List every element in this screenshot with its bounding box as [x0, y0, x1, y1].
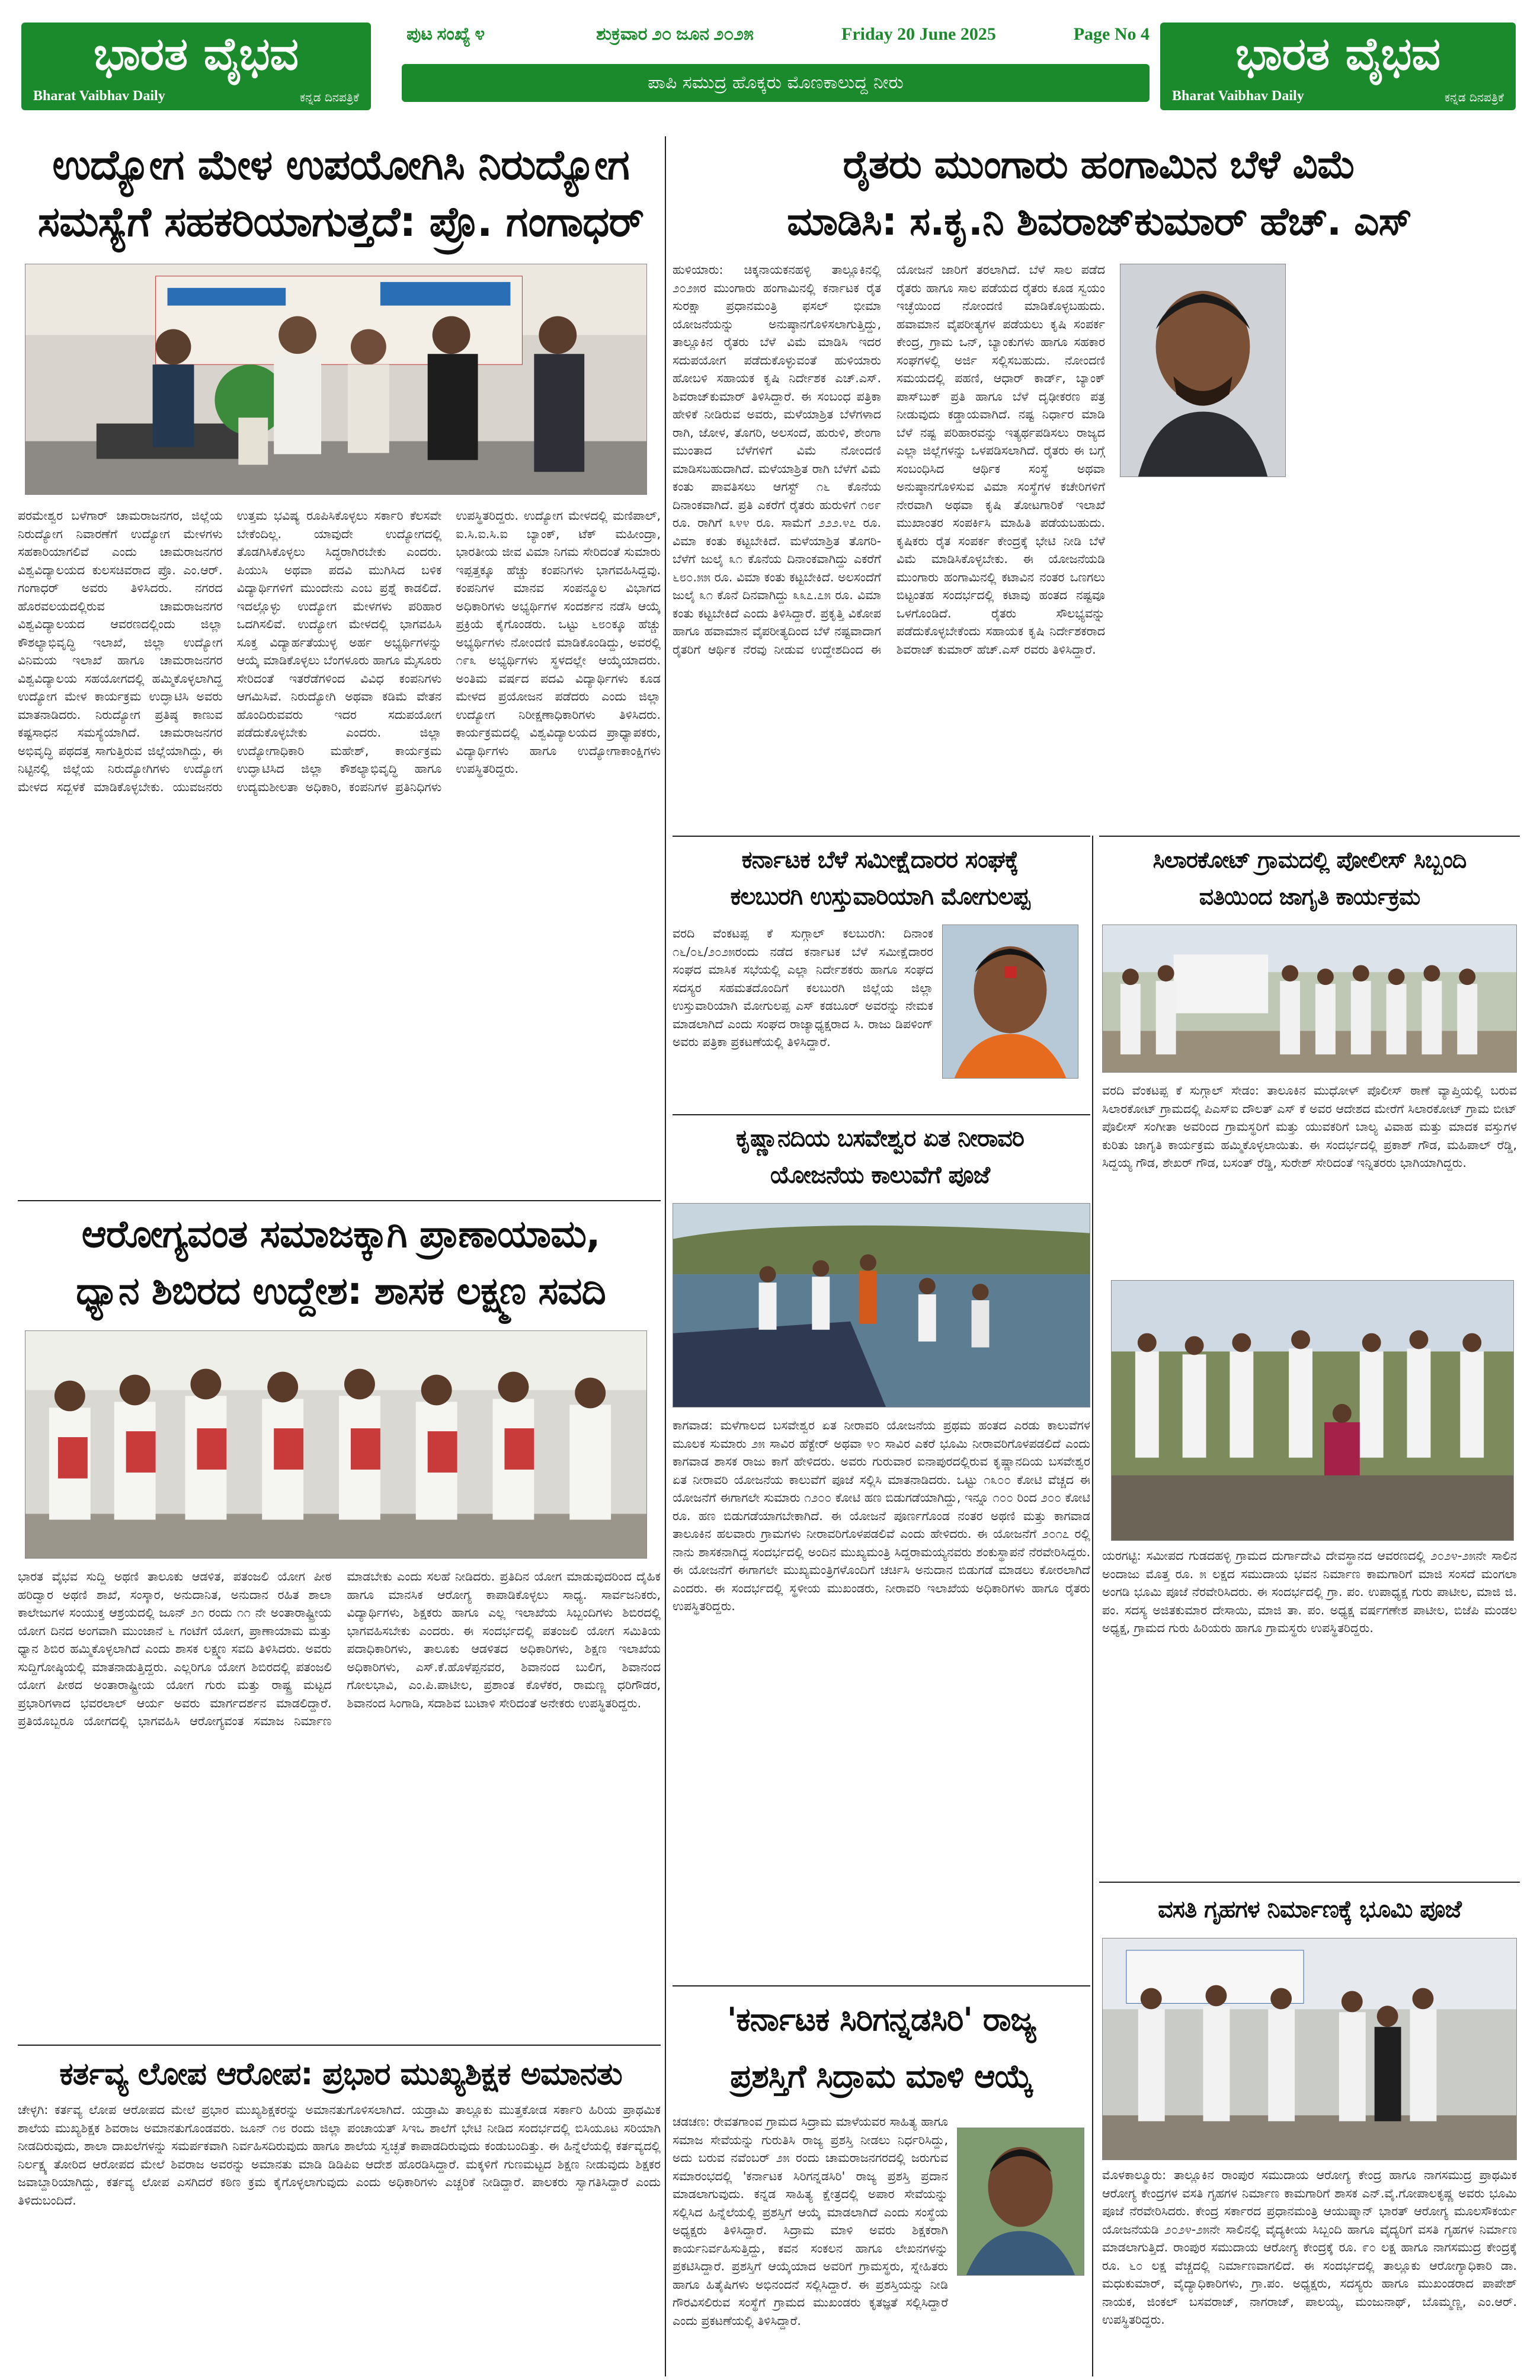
krishna-canal-body: ಕಾಗವಾಡ: ಮಳೆಗಾಲದ ಬಸವೇಶ್ವರ ಏತ ನೀರಾವರಿ ಯೋಜನೆಯ ಪ್ರಥಮ ಹಂತದ ಎರಡು ಕಾಲುವೆಗಳ ಮೂಲಕ ಸುಮಾರು ೨೫ ಸಾವಿರ ಹೆಕ್ಟೇರ್ ಅಥವಾ ೪೦ ಸಾವಿರ ಎಕರೆ ಭೂಮಿ ನೀರಾವರಿಗೊಳಪಡಲಿದೆ ಎಂದು ಕಾಗವಾಡ ಶಾಸಕ ರಾಜು ಕಾಗೆ ಹೇಳಿದರು. ಅವರು ಗುರುವಾರ ಐನಾಪುರದಲ್ಲಿರುವ ಕೃಷ್ಣಾನದಿಯ ಬಸವೇಶ್ವರ ಏತ ನೀರಾವರಿ ಯೋಜನೆಯ ಕಾಲುವೆಗೆ ಪೂಜೆ ಸಲ್ಲಿಸಿ ಮಾತನಾಡಿದರು. ಒಟ್ಟು ೧೩೦೦ ಕೋಟಿ ವೆಚ್ಚದ ಈ ಯೋಜನೆಗೆ ಈಗಾಗಲೇ ಸುಮಾರು ೧೨೦೦ ಕೋಟಿ ಹಣ ಬಿಡುಗಡೆಯಾಗಿದ್ದು, ಇನ್ನೂ ೧೦೦ ರಿಂದ ೨೦೦ ಕೋಟಿ ರೂ. ಹಣ ಬಿಡುಗಡೆಯಾಗಬೇಕಾಗಿದೆ. ಈ ಯೋಜನೆ ಪೂರ್ಣಗೊಂಡ ನಂತರ ಅಥಣಿ ಮತ್ತು ಕಾಗವಾಡ ತಾಲೂಕಿನ ಹಲವಾರು ಗ್ರಾಮಗಳು ನೀರಾವರಿಗೊಳಪಡಲಿವೆ ಎಂದು ಹೇಳಿದರು. ಈ ಯೋಜನೆಗೆ ೨೦೧೭ ರಲ್ಲಿ ನಾನು ಶಾಸಕನಾಗಿದ್ದ ಸಂದರ್ಭದಲ್ಲಿ ಅಂದಿನ ಮುಖ್ಯಮಂತ್ರಿ ಸಿದ್ದರಾಮಯ್ಯನವರು ಶಂಕುಸ್ಥಾಪನೆ ನೆರವೇರಿಸಿದ್ದರು. ಈ ಯೋಜನೆಗೆ ಈಗಾಗಲೇ ಮುಖ್ಯಮಂತ್ರಿಗಳೊಂದಿಗೆ ಚರ್ಚಿಸಿ ಅನುದಾನ ಬಿಡುಗಡೆ ಮಾಡಲು ಕೋರಲಾಗಿದೆ ಎಂದರು. ಈ ಸಂದರ್ಭದಲ್ಲಿ ಸ್ಥಳೀಯ ಮುಖಂಡರು, ನೀರಾವರಿ ಇಲಾಖೆಯ ಅಧಿಕಾರಿಗಳು ಹಾಗೂ ರೈತರು ಉಪಸ್ಥಿತರಿದ್ದರು.: [673, 1418, 1090, 1613]
headline-line: ಆರೋಗ್ಯವಂತ ಸಮಾಜಕ್ಕಾಗಿ ಪ್ರಾಣಾಯಾಮ,: [81, 1213, 600, 1256]
job-fair-body: ಪರಮೇಶ್ವರ ಬಳೆಗಾರ್ ಚಾಮರಾಜನಗರ, ಜಿಲ್ಲೆಯ ನಿರುದ್ಯೋಗ ನಿವಾರಣೆಗೆ ಉದ್ಯೋಗ ಮೇಳಗಳು ಸಹಕಾರಿಯಾಗಲಿವೆ ಎಂದು ಚಾಮರಾಜನಗರ ವಿಶ್ವವಿದ್ಯಾಲಯದ ಕುಲಸಚಿವರಾದ ಪ್ರೊ. ಎಂ.ಆರ್. ಗಂಗಾಧರ್ ಅವರು ತಿಳಿಸಿದರು. ನಗರದ ಹೊರವಲಯದಲ್ಲಿರುವ ಚಾಮರಾಜನಗರ ವಿಶ್ವವಿದ್ಯಾಲಯದ ಆವರಣದಲ್ಲಿಂದು ಜಿಲ್ಲಾ ಕೌಶಲ್ಯಾಭಿವೃದ್ಧಿ ಇಲಾಖೆ, ಜಿಲ್ಲಾ ಉದ್ಯೋಗ ವಿನಿಮಯ ಇಲಾಖೆ ಹಾಗೂ ಚಾಮರಾಜನಗರ ವಿಶ್ವವಿದ್ಯಾಲಯ ಸಹಯೋಗದಲ್ಲಿ ಹಮ್ಮಿಕೊಳ್ಳಲಾಗಿದ್ದ ಉದ್ಯೋಗ ಮೇಳ ಕಾರ್ಯಕ್ರಮ ಉದ್ಘಾಟಿಸಿ ಅವರು ಮಾತನಾಡಿದರು. ನಿರುದ್ಯೋಗ ಪ್ರತಿಷ್ಠ ಕಾಣುವ ಕಷ್ಟಸಾಧನ ಸಮಸ್ಯೆಯಾಗಿದೆ. ಚಾಮರಾಜನಗರ ಅಭಿವೃದ್ಧಿ ಪಥದತ್ತ ಸಾಗುತ್ತಿರುವ ಜಿಲ್ಲೆಯಾಗಿದ್ದು, ಈ ನಿಟ್ಟಿನಲ್ಲಿ ಜಿಲ್ಲೆಯ ನಿರುದ್ಯೋಗಿಗಳು ಉದ್ಯೋಗ ಮೇಳದ ಸದ್ಬಳಕೆ ಮಾಡಿಕೊಳ್ಳಬೇಕು. ಯುವಜನರು ಉತ್ತಮ ಭವಿಷ್ಯ ರೂಪಿಸಿಕೊಳ್ಳಲು ಸರ್ಕಾರಿ ಕೆಲಸವೇ ಬೇಕೆಂದಿಲ್ಲ. ಯಾವುದೇ ಉದ್ಯೋಗದಲ್ಲಿ ತೊಡಗಿಸಿಕೊಳ್ಳಲು ಸಿದ್ಧರಾಗಿರಬೇಕು ಎಂದರು. ಪಿಯುಸಿ ಅಥವಾ ಪದವಿ ಮುಗಿಸಿದ ಬಳಿಕ ವಿದ್ಯಾರ್ಥಿಗಳಿಗೆ ಮುಂದೇನು ಎಂಬ ಪ್ರಶ್ನೆ ಕಾಡಲಿದೆ. ಇದಲ್ಲೊಳ್ಳು ಉದ್ಯೋಗ ಮೇಳಗಳು ಪರಿಹಾರ ಒದಗಿಸಲಿವೆ. ಉದ್ಯೋಗ ಮೇಳದಲ್ಲಿ ಭಾಗವಹಿಸಿ ಸೂಕ್ತ ವಿದ್ಯಾರ್ಹತೆಯುಳ್ಳ ಅರ್ಹ ಅಭ್ಯರ್ಥಿಗಳನ್ನು ಆಯ್ಕೆ ಮಾಡಿಕೊಳ್ಳಲು ಬೆಂಗಳೂರು ಹಾಗೂ ಮೈಸೂರು ಸೇರಿದಂತೆ ಇತರೆಡೆಗಳಿಂದ ವಿವಿಧ ಕಂಪನಿಗಳು ಆಗಮಿಸಿವೆ. ನಿರುದ್ಯೋಗಿ ಅಥವಾ ಕಡಿಮೆ ವೇತನ ಹೊಂದಿರುವವರು ಇದರ ಸದುಪಯೋಗ ಪಡೆದುಕೊಳ್ಳಬೇಕು ಎಂದರು. ಜಿಲ್ಲಾ ಉದ್ಯೋಗಾಧಿಕಾರಿ ಮಹೇಶ್, ಕಾರ್ಯಕ್ರಮ ಉದ್ಘಾಟಿಸಿದ ಜಿಲ್ಲಾ ಕೌಶಲ್ಯಾಭಿವೃದ್ಧಿ ಹಾಗೂ ಉದ್ಯಮಶೀಲತಾ ಅಧಿಕಾರಿ, ಕಂಪನಿಗಳ ಪ್ರತಿನಿಧಿಗಳು ಉಪಸ್ಥಿತರಿದ್ದರು. ಉದ್ಯೋಗ ಮೇಳದಲ್ಲಿ ಮಣಿಪಾಲ್, ಐ.ಸಿ.ಐ.ಸಿ.ಐ ಬ್ಯಾಂಕ್, ಟೆಕ್ ಮಹೀಂದ್ರಾ, ಭಾರತೀಯ ಜೀವ ವಿಮಾ ನಿಗಮ ಸೇರಿದಂತೆ ಸುಮಾರು ಇಪ್ಪತ್ತಕ್ಕೂ ಹೆಚ್ಚು ಕಂಪನಿಗಳು ಭಾಗವಹಿಸಿದ್ದವು. ಕಂಪನಿಗಳ ಮಾನವ ಸಂಪನ್ಮೂಲ ವಿಭಾಗದ ಅಧಿಕಾರಿಗಳು ಅಭ್ಯರ್ಥಿಗಳ ಸಂದರ್ಶನ ನಡೆಸಿ ಆಯ್ಕೆ ಪ್ರಕ್ರಿಯೆ ಕೈಗೊಂಡರು. ಒಟ್ಟು ೬೮೦ಕ್ಕೂ ಹೆಚ್ಚು ಅಭ್ಯರ್ಥಿಗಳು ನೋಂದಣಿ ಮಾಡಿಕೊಂಡಿದ್ದು, ಅವರಲ್ಲಿ ೧೯೩ ಅಭ್ಯರ್ಥಿಗಳು ಸ್ಥಳದಲ್ಲೇ ಆಯ್ಕೆಯಾದರು. ಅಂತಿಮ ವರ್ಷದ ಪದವಿ ವಿದ್ಯಾರ್ಥಿಗಳು ಕೂಡ ಮೇಳದ ಪ್ರಯೋಜನ ಪಡೆದರು ಎಂದು ಜಿಲ್ಲಾ ಉದ್ಯೋಗ ನಿರೀಕ್ಷಣಾಧಿಕಾರಿಗಳು ತಿಳಿಸಿದರು. ಕಾರ್ಯಕ್ರಮದಲ್ಲಿ ವಿಶ್ವವಿದ್ಯಾಲಯದ ಪ್ರಾಧ್ಯಾಪಕರು, ವಿದ್ಯಾರ್ಥಿಗಳು ಹಾಗೂ ಉದ್ಯೋಗಾಕಾಂಕ್ಷಿಗಳು ಉಪಸ್ಥಿತರಿದ್ದರು.: [18, 508, 661, 794]
headline-line: ವಸತಿ ಗೃಹಗಳ ನಿರ್ಮಾಣಕ್ಕೆ ಭೂಮಿ ಪೂಜೆ: [1158, 1896, 1461, 1923]
headline-line: ಮಾಡಿಸಿ: ಸ.ಕೃ.ನಿ ಶಿವರಾಜ್‌ಕುಮಾರ್ ಹೆಚ್. ಎಸ್: [787, 199, 1411, 244]
mogulappa-portrait: [942, 925, 1078, 1079]
headline-line: ಉದ್ಯೋಗ ಮೇಳ ಉಪಯೋಗಿಸಿ ನಿರುದ್ಯೋಗ: [52, 140, 629, 189]
headline-line: ಕರ್ತವ್ಯ ಲೋಪ ಆರೋಪ: ಪ್ರಭಾರ ಮುಖ್ಯಶಿಕ್ಷಕ ಅಮಾನತು: [59, 2056, 622, 2092]
section-rule: [1099, 836, 1520, 837]
english-date: Friday 20 June 2025: [841, 24, 996, 44]
column-separator: [1092, 836, 1093, 2376]
section-rule: [18, 1200, 661, 1201]
headline-line: ಪ್ರಶಸ್ತಿಗೆ ಸಿದ್ರಾಮ ಮಾಳಿ ಆಯ್ಕೆ: [730, 2058, 1033, 2095]
headline-line: ವತಿಯಿಂದ ಜಾಗೃತಿ ಕಾರ್ಯಕ್ರಮ: [1199, 884, 1420, 910]
headline-suspension: [18, 2050, 664, 2098]
canal-pooja-photo: [673, 1203, 1090, 1407]
headline-crop-surveyors: [673, 842, 1087, 919]
kannada-date: ಶುಕ್ರವಾರ ೨೦ ಜೂನ ೨೦೨೫: [596, 24, 754, 44]
siddrama-mali-portrait: [957, 2128, 1084, 2276]
silarkot-awareness-photo: [1102, 925, 1517, 1073]
column-separator: [665, 136, 666, 2376]
crop-insurance-body-left: ಹುಳಿಯಾರು: ಚಿಕ್ಕನಾಯಕನಹಳ್ಳಿ ತಾಲ್ಲೂಕಿನಲ್ಲಿ ೨೦೨೫ರ ಮುಂಗಾರು ಹಂಗಾಮಿನಲ್ಲಿ ಕರ್ನಾಟಕ ರೈತ ಸುರಕ್ಷಾ ಪ್ರಧಾನಮಂತ್ರಿ ಫಸಲ್ ಭೀಮಾ ಯೋಜನೆಯನ್ನು ಅನುಷ್ಠಾನಗೊಳಿಸಲಾಗುತ್ತಿದ್ದು, ತಾಲ್ಲೂಕಿನ ರೈತರು ಬೆಳೆ ವಿಮೆ ಮಾಡಿಸಿ ಇದರ ಸದುಪಯೋಗ ಪಡೆದುಕೊಳ್ಳುವಂತೆ ಹುಳಿಯಾರು ಹೋಬಳಿ ಸಹಾಯಕ ಕೃಷಿ ನಿರ್ದೇಶಕ ಎಚ್.ಎಸ್. ಶಿವರಾಜ್‌ಕುಮಾರ್ ತಿಳಿಸಿದ್ದಾರೆ. ಈ ಸಂಬಂಧ ಪತ್ರಿಕಾ ಹೇಳಿಕೆ ನೀಡಿರುವ ಅವರು, ಮಳೆಯಾಶ್ರಿತ ಬೆಳೆಗಳಾದ ರಾಗಿ, ಜೋಳ, ತೊಗರಿ, ಅಲಸಂದೆ, ಹುರುಳಿ, ಶೇಂಗಾ ಮುಂತಾದ ಬೆಳೆಗಳಿಗೆ ವಿಮೆ ನೋಂದಣಿ ಮಾಡಿಸಬಹುದಾಗಿದೆ. ಮಳೆಯಾಶ್ರಿತ ರಾಗಿ ಬೆಳೆಗೆ ವಿಮೆ ಕಂತು ಪಾವತಿಸಲು ಆಗಸ್ಟ್ ೧೬ ಕೊನೆಯ ದಿನಾಂಕವಾಗಿದೆ. ಪ್ರತಿ ಎಕರೆಗೆ ರೈತರು ಹುರುಳಿಗೆ ೧೮೯ ರೂ. ರಾಗಿಗೆ ೩೪೪ ರೂ. ಸಾಮೆಗೆ ೨೨೨.೪೭ ರೂ. ವಿಮಾ ಕಂತು ಕಟ್ಟಬೇಕಿದೆ. ಮಳೆಯಾಶ್ರಿತ ತೊಗರಿ-ಬೆಳೆಗೆ ಜುಲೈ ೩೧ ಕೊನೆಯ ದಿನಾಂಕವಾಗಿದ್ದು ಎಕರೆಗೆ ೬೮೦.೫೫ ರೂ. ವಿಮಾ ಕಂತು ಕಟ್ಟಬೇಕಿದೆ. ಅಲಸಂದೆಗೆ ಜುಲೈ ೩೧ ಕೊನೆ ದಿನವಾಗಿದ್ದು ೩೩೭.೭೫ ರೂ. ವಿಮಾ ಕಂತು ಕಟ್ಟಬೇಕಿದೆ ಎಂದು ತಿಳಿಸಿದ್ದಾರೆ. ಪ್ರಕೃತ್ತಿ ವಿಕೋಪ ಹಾಗೂ ಹವಾಮಾನ ವೈಪರೀತ್ಯದಿಂದ ಬೆಳೆ ನಷ್ಟವಾದಾಗ ರೈತರಿಗೆ ಆರ್ಥಿಕ ನೆರವು ನೀಡುವ ಉದ್ದೇಶದಿಂದ ಈ ಯೋಜನೆ ಜಾರಿಗೆ ತರಲಾಗಿದೆ. ಬೆಳೆ ಸಾಲ ಪಡೆದ ರೈತರು ಹಾಗೂ ಸಾಲ ಪಡೆಯದ ರೈತರು ಕೂಡ ಸ್ವಯಂ ಇಚ್ಛೆಯಿಂದ ನೋಂದಣಿ ಮಾಡಿಕೊಳ್ಳಬಹುದು. ಹವಾಮಾನ ವೈಪರೀತ್ಯಗಳ ಪಡೆಯಲು ಕೃಷಿ ಸಂಪರ್ಕ ಕೇಂದ್ರ, ಗ್ರಾಮ ಒನ್, ಬ್ಯಾಂಕುಗಳು ಹಾಗೂ ಸಹಕಾರ ಸಂಘಗಳಲ್ಲಿ ಅರ್ಜಿ ಸಲ್ಲಿಸಬಹುದು. ನೋಂದಣಿ ಸಮಯದಲ್ಲಿ ಪಹಣಿ, ಆಧಾರ್ ಕಾರ್ಡ್, ಬ್ಯಾಂಕ್ ಪಾಸ್‌ಬುಕ್ ಪ್ರತಿ ಹಾಗೂ ಬೆಳೆ ದೃಢೀಕರಣ ಪತ್ರ ನೀಡುವುದು ಕಡ್ಡಾಯವಾಗಿದೆ. ನಷ್ಟ ನಿರ್ಧಾರ ಮಾಡಿ ಬೆಳೆ ನಷ್ಟ ಪರಿಹಾರವನ್ನು ಇತ್ಯರ್ಥಪಡಿಸಲು ರಾಜ್ಯದ ಎಲ್ಲಾ ಜಿಲ್ಲೆಗಳನ್ನು ಒಳಪಡಿಸಲಾಗಿದೆ. ರೈತರು ಈ ಬಗ್ಗೆ ಸಂಬಂಧಿಸಿದ ಆರ್ಥಿಕ ಸಂಸ್ಥೆ ಅಥವಾ ಅನುಷ್ಠಾನಗೊಳಿಸುವ ವಿಮಾ ಸಂಸ್ಥೆಗಳ ಕಚೇರಿಗಳಿಗೆ ನೇರವಾಗಿ ಅಥವಾ ಕೃಷಿ ತೋಟಗಾರಿಕೆ ಇಲಾಖೆ ಮುಖಾಂತರ ಸಂಪರ್ಕಿಸಿ ಮಾಹಿತಿ ಪಡೆಯಬಹುದು. ಕೃಷಿಕರು ರೈತ ಸಂಪರ್ಕ ಕೇಂದ್ರಕ್ಕೆ ಭೇಟಿ ನೀಡಿ ಬೆಳೆ ವಿಮೆ ಮಾಡಿಸಿಕೊಳ್ಳಬೇಕು. ಈ ಯೋಜನೆಯಡಿ ಮುಂಗಾರು ಹಂಗಾಮಿನಲ್ಲಿ ಕಟಾವಿನ ನಂತರ ಒಣಗಲು ಬಿಟ್ಟಂತಹ ಸಂದರ್ಭದಲ್ಲಿ ಕಟಾವು ಹಂತದ ನಷ್ಟವೂ ಒಳಗೊಂಡಿದೆ. ರೈತರು ಸೌಲಭ್ಯವನ್ನು ಪಡೆದುಕೊಳ್ಳಬೇಕೆಂದು ಸಹಾಯಕ ಕೃಷಿ ನಿರ್ದೇಶಕರಾದ ಶಿವರಾಜ್ ಕುಮಾರ್ ಹೆಚ್.ಎಸ್ ರವರು ತಿಳಿಸಿದ್ದಾರೆ.: [673, 263, 1105, 657]
masthead-logo-right: [1160, 23, 1516, 110]
section-rule: [18, 2045, 661, 2046]
crop-surveyors-body: ವರದಿ ವೆಂಕಟಪ್ಪ ಕೆ ಸುಗ್ಗಾಲ್ ಕಲಬುರಗಿ: ದಿನಾಂಕ ೧೬/೦೬/೨೦೨೫ರಂದು ನಡೆದ ಕರ್ನಾಟಕ ಬೆಳೆ ಸಮೀಕ್ಷೆದಾರರ ಸಂಘದ ಮಾಸಿಕ ಸಭೆಯಲ್ಲಿ ಎಲ್ಲಾ ನಿರ್ದೇಶಕರು ಹಾಗೂ ಸಂಘದ ಸದಸ್ಯರ ಸಹಮತದೊಂದಿಗೆ ಕಲಬುರಗಿ ಜಿಲ್ಲೆಯ ಜಿಲ್ಲಾ ಉಸ್ತುವಾರಿಯಾಗಿ ಮೋಗುಲಪ್ಪ ಎಸ್ ಕಡಬೂರ್ ಅವರನ್ನು ನೇಮಕ ಮಾಡಲಾಗಿದೆ ಎಂದು ಸಂಘದ ರಾಜ್ಯಾಧ್ಯಕ್ಷರಾದ ಸಿ. ರಾಜು ಡಿಪಳಿಂಗ್ ಅವರು ಪತ್ರಿಕಾ ಪ್ರಕಟಣೆಯಲ್ಲಿ ತಿಳಿಸಿದ್ದಾರೆ.: [673, 926, 933, 1049]
headline-line: ಧ್ಯಾನ ಶಿಬಿರದ ಉದ್ದೇಶ: ಶಾಸಕ ಲಕ್ಷ್ಮಣ ಸವದಿ: [76, 1269, 606, 1313]
page-count-label: ಪುಟ ಸಂಖ್ಯೆ ೪: [406, 24, 485, 44]
headline-line: ರೈತರು ಮುಂಗಾರು ಹಂಗಾಮಿನ ಬೆಳೆ ವಿಮೆ: [843, 142, 1356, 187]
masthead-kannada-sub-right: ಕನ್ನಡ ದಿನಪತ್ರಿಕೆ: [1444, 90, 1504, 104]
headline-line: 'ಕರ್ನಾಟಕ ಸಿರಿಗನ್ನಡಸಿರಿ' ರಾಜ್ಯ: [726, 2001, 1036, 2038]
section-rule: [1099, 1882, 1520, 1883]
housing-bhoomi-pooja-photo: [1102, 1938, 1517, 2160]
headline-line: ಯೋಜನೆಯ ಕಾಲುವೆಗೆ ಪೂಜೆ: [770, 1162, 990, 1189]
sirikannada-body: ಚಡಚಣ: ರೇವತಗಾಂವ ಗ್ರಾಮದ ಸಿದ್ರಾಮ ಮಾಳೆಯವರ ಸಾಹಿತ್ಯ ಹಾಗೂ ಸಮಾಜ ಸೇವೆಯನ್ನು ಗುರುತಿಸಿ ರಾಜ್ಯ ಪ್ರಶಸ್ತಿ ನೀಡಲು ನಿರ್ಧರಿಸಿದ್ದು, ಅದು ಬರುವ ನವೆಂಬರ್ ೨೫ ರಂದು ಚಾಮರಾಜನಗರದಲ್ಲಿ ಜರುಗುವ ಸಮಾರಂಭದಲ್ಲಿ 'ಕರ್ನಾಟಕ ಸಿರಿಗನ್ನಡಸಿರಿ' ರಾಜ್ಯ ಪ್ರಶಸ್ತಿ ಪ್ರದಾನ ಮಾಡಲಾಗುವುದು. ಕನ್ನಡ ಸಾಹಿತ್ಯ ಕ್ಷೇತ್ರದಲ್ಲಿ ಅಪಾರ ಸೇವೆಯನ್ನು ಸಲ್ಲಿಸಿದ ಹಿನ್ನೆಲೆಯಲ್ಲಿ ಪ್ರಶಸ್ತಿಗೆ ಆಯ್ಕೆ ಮಾಡಲಾಗಿದೆ ಎಂದು ಸಂಸ್ಥೆಯ ಅಧ್ಯಕ್ಷರು ತಿಳಿಸಿದ್ದಾರೆ. ಸಿದ್ರಾಮ ಮಾಳಿ ಅವರು ಶಿಕ್ಷಕರಾಗಿ ಕಾರ್ಯನಿರ್ವಹಿಸುತ್ತಿದ್ದು, ಕವನ ಸಂಕಲನ ಹಾಗೂ ಲೇಖನಗಳನ್ನು ಪ್ರಕಟಿಸಿದ್ದಾರೆ. ಪ್ರಶಸ್ತಿಗೆ ಆಯ್ಕೆಯಾದ ಅವರಿಗೆ ಗ್ರಾಮಸ್ಥರು, ಸ್ನೇಹಿತರು ಹಾಗೂ ಹಿತೈಷಿಗಳು ಅಭಿನಂದನೆ ಸಲ್ಲಿಸಿದ್ದಾರೆ. ಈ ಪ್ರಶಸ್ತಿಯನ್ನು ನೀಡಿ ಗೌರವಿಸಲಿರುವ ಸಂಸ್ಥೆಗೆ ಗ್ರಾಮದ ಮುಖಂಡರು ಕೃತಜ್ಞತೆ ಸಲ್ಲಿಸಿದ್ದಾರೆ ಎಂದು ಪ್ರಕಟಣೆಯಲ್ಲಿ ತಿಳಿಸಿದ್ದಾರೆ.: [673, 2115, 948, 2328]
pranayama-body: ಭಾರತ ವೈಭವ ಸುದ್ದಿ ಅಥಣಿ ತಾಲೂಕು ಆಡಳಿತ, ಪತಂಜಲಿ ಯೋಗ ಪೀಠ ಹರಿದ್ವಾರ ಅಥಣಿ ಶಾಖೆ, ಸಂಸ್ಕಾರ, ಅನುದಾನಿತ, ಅನುದಾನ ರಹಿತ ಶಾಲಾ ಕಾಲೇಜುಗಳ ಸಂಯುಕ್ತ ಆಶ್ರಯದಲ್ಲಿ ಜೂನ್ ೨೧ ರಂದು ೧೧ ನೇ ಅಂತಾರಾಷ್ಟ್ರೀಯ ಯೋಗ ದಿನದ ಅಂಗವಾಗಿ ಮುಂಜಾನೆ ೬ ಗಂಟೆಗೆ ಯೋಗ, ಪ್ರಾಣಾಯಾಮ ಮತ್ತು ಧ್ಯಾನ ಶಿಬಿರ ಹಮ್ಮಿಕೊಳ್ಳಲಾಗಿದೆ ಎಂದು ಶಾಸಕ ಲಕ್ಷ್ಮಣ ಸವದಿ ತಿಳಿಸಿದರು. ಅವರು ಸುದ್ದಿಗೋಷ್ಠಿಯಲ್ಲಿ ಮಾತನಾಡುತ್ತಿದ್ದರು. ಎಲ್ಲರಿಗೂ ಯೋಗ ಶಿಬಿರದಲ್ಲಿ ಪತಂಜಲಿ ಯೋಗ ಪೀಠದ ಅಂತಾರಾಷ್ಟ್ರೀಯ ಯೋಗ ಗುರು ಮತ್ತು ರಾಷ್ಟ್ರ ಮಟ್ಟದ ಪ್ರಭಾರಿಗಳಾದ ಭವರಲಾಲ್ ಆರ್ಯ ಅವರು ಮಾರ್ಗದರ್ಶನ ಮಾಡಲಿದ್ದಾರೆ. ಪ್ರತಿಯೊಬ್ಬರೂ ಯೋಗದಲ್ಲಿ ಭಾಗವಹಿಸಿ ಆರೋಗ್ಯವಂತ ಸಮಾಜ ನಿರ್ಮಾಣ ಮಾಡಬೇಕು ಎಂದು ಸಲಹೆ ನೀಡಿದರು. ಪ್ರತಿದಿನ ಯೋಗ ಮಾಡುವುದರಿಂದ ದೈಹಿಕ ಹಾಗೂ ಮಾನಸಿಕ ಆರೋಗ್ಯ ಕಾಪಾಡಿಕೊಳ್ಳಲು ಸಾಧ್ಯ. ಸಾರ್ವಜನಿಕರು, ವಿದ್ಯಾರ್ಥಿಗಳು, ಶಿಕ್ಷಕರು ಹಾಗೂ ಎಲ್ಲ ಇಲಾಖೆಯ ಸಿಬ್ಬಂದಿಗಳು ಶಿಬಿರದಲ್ಲಿ ಭಾಗವಹಿಸಬೇಕು ಎಂದರು. ಈ ಸಂದರ್ಭದಲ್ಲಿ ಪತಂಜಲಿ ಯೋಗ ಸಮಿತಿಯ ಪದಾಧಿಕಾರಿಗಳು, ತಾಲೂಕು ಆಡಳಿತದ ಅಧಿಕಾರಿಗಳು, ಶಿಕ್ಷಣ ಇಲಾಖೆಯ ಅಧಿಕಾರಿಗಳು, ಎಸ್.ಕೆ.ಹೊಳೆಪ್ಪನವರ, ಶಿವಾನಂದ ಬುಲಿಗ, ಶಿವಾನಂದ ಗೋಲಭಾವಿ, ಎಂ.ಪಿ.ಪಾಟೀಲ, ಪ್ರಶಾಂತ ಕೊಳೆಕರ, ರಾಮಣ್ಣ ಧರಿಗೌಡರ, ಶಿವಾನಂದ ಸಿಂಗಾಡಿ, ಸದಾಶಿವ ಬುಟಾಳಿ ಸೇರಿದಂತೆ ಅನೇಕರು ಉಪಸ್ಥಿತರಿದ್ದರು.: [18, 1569, 661, 1728]
masthead-title-right: ಭಾರತ ವೈಭವ: [1235, 27, 1441, 80]
headline-sirikannada-award: [673, 1991, 1090, 2110]
crop-insurance-body-right: [1120, 486, 1292, 836]
headline-crop-insurance: [673, 136, 1526, 255]
headline-housing-bhoomi-pooja: [1099, 1886, 1520, 1933]
silarkot-body: ವರದಿ ವೆಂಕಟಪ್ಪ ಕೆ ಸುಗ್ಗಾಲ್ ಸೇಡಂ: ತಾಲೂಕಿನ ಮುಧೋಳ್ ಪೊಲೀಸ್ ಠಾಣೆ ವ್ಯಾಪ್ತಿಯಲ್ಲಿ ಬರುವ ಸಿಲಾರಕೋಟ್ ಗ್ರಾಮದಲ್ಲಿ ಪಿಎಸ್‌ಐ ದೌಲತ್ ಎಸ್ ಕೆ ಅವರ ಆದೇಶದ ಮೇರೆಗೆ ಸಿಲಾರಕೋಟ್ ಗ್ರಾಮ ಬೀಟ್ ಪೊಲೀಸ್ ಸಂಗೀತಾ ಅವರಿಂದ ಗ್ರಾಮಸ್ಥರಿಗೆ ಮತ್ತು ಯುವಕರಿಗೆ ಬಾಲ್ಯ ವಿವಾಹ ಮತ್ತು ಮಾದಕ ವಸ್ತುಗಳ ಕುರಿತು ಜಾಗೃತಿ ಕಾರ್ಯಕ್ರಮ ಹಮ್ಮಿಕೊಳ್ಳಲಾಯಿತು. ಈ ಸಂದರ್ಭದಲ್ಲಿ ಪ್ರಕಾಶ್ ಗೌಡ, ಮಹಿಪಾಲ್ ರೆಡ್ಡಿ, ಸಿದ್ದಯ್ಯ ಗೌಡ, ಶೇಖರ್ ಗೌಡ, ಬಸಂತ್ ರೆಡ್ಡಿ, ಸುರೇಶ್ ಸೇರಿದಂತೆ ಇನ್ನಿತರರು ಭಾಗಿಯಾಗಿದ್ದರು.: [1102, 1083, 1517, 1170]
headline-silarkot-police: [1099, 842, 1520, 919]
headline-line: ಸಮಸ್ಯೆಗೆ ಸಹಕರಿಯಾಗುತ್ತದೆ: ಪ್ರೊ. ಗಂಗಾಧರ್: [37, 197, 644, 246]
suspension-body: ಚೇಳ್ಳಗಿ: ಕರ್ತವ್ಯ ಲೋಪ ಆರೋಪದ ಮೇಲೆ ಪ್ರಭಾರ ಮುಖ್ಯಶಿಕ್ಷಕರನ್ನು ಅಮಾನತುಗೊಳಿಸಲಾಗಿದೆ. ಯಡ್ರಾಮಿ ತಾಲ್ಲೂಕು ಮುತ್ತಕೋಡ ಸರ್ಕಾರಿ ಹಿರಿಯ ಪ್ರಾಥಮಿಕ ಶಾಲೆಯ ಮುಖ್ಯಶಿಕ್ಷಕ ಶಿವರಾಜ ಅಮಾನತುಗೊಂಡವರು. ಜೂನ್ ೧೮ ರಂದು ಜಿಲ್ಲಾ ಪಂಚಾಯತ್ ಸಿಇಒ ಶಾಲೆಗೆ ಭೇಟಿ ನೀಡಿದ ಸಂದರ್ಭದಲ್ಲಿ ಬಿಸಿಯೂಟ ಸರಿಯಾಗಿ ನೀಡದಿರುವುದು, ಶಾಲಾ ದಾಖಲೆಗಳನ್ನು ಸಮರ್ಪಕವಾಗಿ ನಿರ್ವಹಿಸದಿರುವುದು ಹಾಗೂ ಶಾಲೆಯ ಸ್ವಚ್ಛತೆ ಕಾಪಾಡದಿರುವುದು ಕಂಡುಬಂದಿತ್ತು. ಈ ಹಿನ್ನೆಲೆಯಲ್ಲಿ ಕರ್ತವ್ಯದಲ್ಲಿ ನಿರ್ಲಕ್ಷ್ಯ ತೋರಿದ ಆರೋಪದ ಮೇಲೆ ಶಿವರಾಜ ಅವರನ್ನು ಅಮಾನತು ಮಾಡಿ ಡಿಡಿಪಿಐ ಆದೇಶ ಹೊರಡಿಸಿದ್ದಾರೆ. ಮಕ್ಕಳಿಗೆ ಗುಣಮಟ್ಟದ ಶಿಕ್ಷಣ ನೀಡುವುದು ಶಿಕ್ಷಕರ ಜವಾಬ್ದಾರಿಯಾಗಿದ್ದು, ಕರ್ತವ್ಯ ಲೋಪ ಎಸಗಿದರೆ ಕಠಿಣ ಕ್ರಮ ಕೈಗೊಳ್ಳಲಾಗುವುದು ಎಂದು ಅಧಿಕಾರಿಗಳು ಎಚ್ಚರಿಕೆ ನೀಡಿದ್ದಾರೆ. ಪಾಲಕರು ಸ್ವಾಗತಿಸಿದ್ದಾರೆ ಎಂದು ತಿಳಿದುಬಂದಿದೆ.: [18, 2103, 661, 2208]
crop-insurance-body-far-right: [1304, 264, 1517, 836]
headline-job-fair: [18, 136, 664, 255]
section-rule: [673, 1985, 1090, 1986]
tagline-bar: ಪಾಪಿ ಸಮುದ್ರ ಹೊಕ್ಕರು ಮೊಣಕಾಲುದ್ದ ನೀರು: [402, 64, 1150, 102]
yaragatti-bhoomi-pooja-photo: [1111, 1280, 1514, 1541]
masthead-english-right: Bharat Vaibhav Daily: [1172, 88, 1304, 104]
headline-pranayama: [18, 1206, 664, 1325]
headline-line: ಸಿಲಾರಕೋಟ್ ಗ್ರಾಮದಲ್ಲಿ ಪೋಲೀಸ್ ಸಿಬ್ಬಂದಿ: [1152, 847, 1467, 873]
yaragatti-body: ಯರಗಟ್ಟಿ: ಸಮೀಪದ ಗುಡದಹಳ್ಳಿ ಗ್ರಾಮದ ದುರ್ಗಾದೇವಿ ದೇವಸ್ಥಾನದ ಆವರಣದಲ್ಲಿ ೨೦೨೪-೨೫ನೇ ಸಾಲಿನ ಅಂದಾಜು ಮೊತ್ತ ರೂ. ೫ ಲಕ್ಷದ ಸಮುದಾಯ ಭವನ ನಿರ್ಮಾಣ ಕಾಮಗಾರಿಗೆ ಮಾಜಿ ಸಂಸದೆ ಮಂಗಲಾ ಅಂಗಡಿ ಭೂಮಿ ಪೂಜೆ ನೆರವೇರಿಸಿದರು. ಈ ಸಂದರ್ಭದಲ್ಲಿ ಗ್ರಾ. ಪಂ. ಉಪಾಧ್ಯಕ್ಷ ಗುರು ಪಾಟೀಲ, ಮಾಜಿ ಜಿ. ಪಂ. ಸದಸ್ಯ ಅಜಿತಕುಮಾರ ದೇಸಾಯಿ, ಮಾಜಿ ತಾ. ಪಂ. ಅಧ್ಯಕ್ಷ ವರ್ಷಗಣೇಶ ಪಾಟೀಲ, ಬಿಜೆಪಿ ಮಂಡಲ ಅಧ್ಯಕ್ಷ, ಗ್ರಾಮದ ಗುರು ಹಿರಿಯರು ಹಾಗೂ ಗ್ರಾಮಸ್ಥರು ಉಪಸ್ಥಿತರಿದ್ದರು.: [1102, 1549, 1517, 1635]
housing-body: ಮೊಳಕಾಲ್ಮೂರು: ತಾಲ್ಲೂಕಿನ ರಾಂಪುರ ಸಮುದಾಯ ಆರೋಗ್ಯ ಕೇಂದ್ರ ಹಾಗೂ ನಾಗಸಮುದ್ರ ಪ್ರಾಥಮಿಕ ಆರೋಗ್ಯ ಕೇಂದ್ರಗಳ ವಸತಿ ಗೃಹಗಳ ನಿರ್ಮಾಣ ಕಾಮಗಾರಿಗೆ ಶಾಸಕ ಎನ್.ವೈ.ಗೋಪಾಲಕೃಷ್ಣ ಅವರು ಭೂಮಿ ಪೂಜೆ ನೆರವೇರಿಸಿದರು. ಕೇಂದ್ರ ಸರ್ಕಾರದ ಪ್ರಧಾನಮಂತ್ರಿ ಆಯುಷ್ಮಾನ್ ಭಾರತ್ ಆರೋಗ್ಯ ಮೂಲಸೌಕರ್ಯ ಯೋಜನೆಯಡಿ ೨೦೨೪-೨೫ನೇ ಸಾಲಿನಲ್ಲಿ ವೈದ್ಯಕೀಯ ಸಿಬ್ಬಂದಿ ಹಾಗೂ ವೈದ್ಯರಿಗೆ ವಸತಿ ಗೃಹಗಳ ನಿರ್ಮಾಣ ಮಾಡಲಾಗುತ್ತಿದೆ. ರಾಂಪುರ ಸಮುದಾಯ ಆರೋಗ್ಯ ಕೇಂದ್ರಕ್ಕೆ ರೂ. ೯೦ ಲಕ್ಷ ಹಾಗೂ ನಾಗಸಮುದ್ರ ಕೇಂದ್ರಕ್ಕೆ ರೂ. ೬೦ ಲಕ್ಷ ವೆಚ್ಚದಲ್ಲಿ ನಿರ್ಮಾಣವಾಗಲಿದೆ. ಈ ಸಂದರ್ಭದಲ್ಲಿ ತಾಲ್ಲೂಕು ಆರೋಗ್ಯಾಧಿಕಾರಿ ಡಾ. ಮಧುಕುಮಾರ್, ವೈದ್ಯಾಧಿಕಾರಿಗಳು, ಗ್ರಾ.ಪಂ. ಅಧ್ಯಕ್ಷರು, ಸದಸ್ಯರು ಹಾಗೂ ಮುಖಂಡರಾದ ಪಾಪೇಶ್ ನಾಯಕ, ಜಿಂಕಲ್ ಬಸವರಾಜ್, ನಾಗರಾಜ್, ಪಾಲಯ್ಯ, ಮಂಜುನಾಥ್, ಬೊಮ್ಮಣ್ಣ, ಎಂ.ಆರ್. ಉಪಸ್ಥಿತರಿದ್ದರು.: [1102, 2168, 1517, 2327]
job-fair-photo: [25, 264, 647, 495]
headline-line: ಕರ್ನಾಟಕ ಬೆಳೆ ಸಮೀಕ್ಷೆದಾರರ ಸಂಘಕ್ಕೆ: [741, 846, 1019, 874]
shivarajkumar-portrait: [1120, 264, 1286, 477]
headline-line: ಕೃಷ್ಣಾನದಿಯ ಬಸವೇಶ್ವರ ಏತ ನೀರಾವರಿ: [735, 1125, 1024, 1152]
headline-krishna-canal: [673, 1120, 1087, 1197]
yoga-press-meet-photo: [25, 1330, 647, 1559]
section-rule: [673, 1114, 1090, 1115]
masthead-kannada-sub: ಕನ್ನಡ ದಿನಪತ್ರಿಕೆ: [299, 90, 359, 104]
page-number: Page No 4: [1073, 24, 1150, 44]
section-rule: [673, 836, 1090, 837]
masthead-logo-left: [21, 23, 371, 110]
headline-line: ಕಲಬುರಗಿ ಉಸ್ತುವಾರಿಯಾಗಿ ಮೋಗುಲಪ್ಪ: [730, 883, 1030, 910]
masthead-title: ಭಾರತ ವೈಭವ: [93, 27, 299, 80]
masthead-english: Bharat Vaibhav Daily: [33, 88, 165, 104]
